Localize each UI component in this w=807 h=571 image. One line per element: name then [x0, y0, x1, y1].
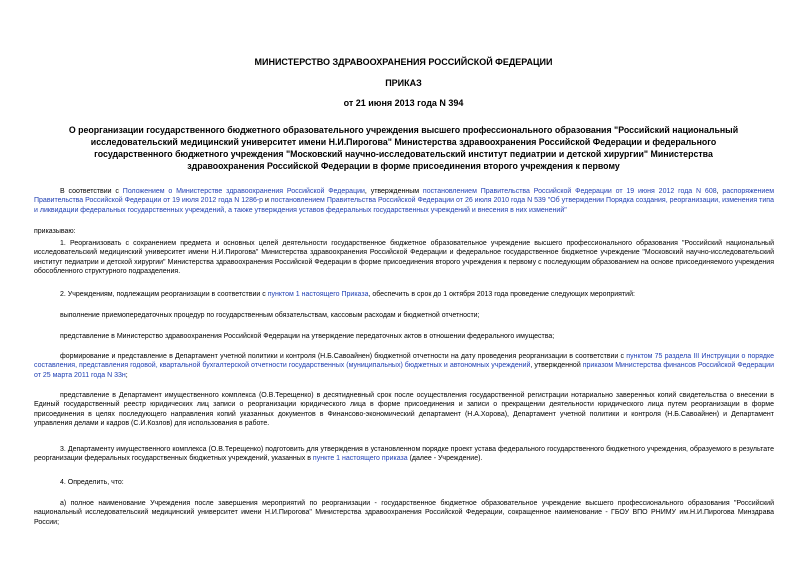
bullet-text: формирование и представление в Департамент учетной политики и контроля (Н.Б.Савоайнен) бюджетной отчетности на дату проведения реорганизации в соответствии с — [60, 353, 627, 360]
item-3-text: (далее - Учреждение). — [407, 455, 483, 463]
document-date-number: от 21 июня 2013 года N 394 — [343, 98, 464, 108]
order-word: приказываю: — [34, 228, 76, 235]
bullet-paragraph-reporting — [34, 352, 774, 380]
preamble-text: , — [716, 188, 723, 195]
item-3-text: 3. Департаменту имущественного комплекса (О.В.Терещенко) подготовить для утверждения в установленном порядке проект устава федерального государственного бюджетного учреждения, образуемого в результате реорганизации федеральных государственных бюджетных учреждений, указанных в — [34, 446, 774, 463]
bullet-paragraph: представление в Министерство здравоохранения Российской Федерации на утверждение передаточных актов в отношении федерального имущества; — [60, 333, 555, 340]
item-2-paragraph — [34, 290, 774, 299]
link-instruction-item-75[interactable]: пунктом 75 раздела III Инструкции о порядке составления, представления годовой, квартальной бухгалтерской отчетности государственных (муниципальных) бюджетных и автономных учреждений — [34, 353, 774, 370]
item-4-paragraph: 4. Определить, что: — [60, 479, 124, 486]
item-2-text: , обеспечить в срок до 1 октября 2013 года проведение следующих мероприятий: — [368, 291, 635, 298]
preamble-paragraph — [34, 187, 774, 215]
item-4a-paragraph: а) полное наименование Учреждения после завершения мероприятий по реорганизации - государственное бюджетное образовательное учреждение высшего профессионального образования "Российский национальный исследовательский медицинский университет имени Н.И.Пирогова" Министерства здравоохранения Российской Федерации, сокращенное наименование - ГБОУ ВПО РНИМУ им.Н.И.Пирогова Минздрава России; — [34, 500, 774, 526]
link-minfin-order-33n[interactable]: приказом Министерства финансов Российской Федерации от 25 марта 2011 года N 33н — [34, 362, 774, 379]
document-type: ПРИКАЗ — [385, 78, 422, 88]
item-2-text: 2. Учреждениям, подлежащим реорганизации в соответствии с — [60, 291, 268, 298]
link-ministry-regulation[interactable]: Положением о Министерстве здравоохранения Российской Федерации — [122, 188, 365, 195]
preamble-text: В соответствии с — [60, 188, 123, 195]
bullet-paragraph-registration: представление в Департамент имущественного комплекса (О.В.Терещенко) в десятидневный срок после осуществления государственной регистрации нотариально заверенных копий свидетельства о внесении в Единый государственный реестр юридических лиц записи о реорганизации юридического лица в форме присоединения и записи о прекращении деятельности юридического лица путем реорганизации в форме присоединения в целях последующего направления копий указанных документов в Финансово-экономический департамент (Н.А.Хорова), Департамент учетной политики и контроля (Н.Б.Савоайнен) и Департамент управления делами и кадров (С.И.Козлов) для использования в работе. — [34, 392, 774, 428]
link-item-1[interactable]: пунктом 1 настоящего Приказа — [267, 291, 369, 298]
preamble-text: и — [263, 197, 271, 205]
item-1-paragraph: 1. Реорганизовать с сохранением предмета и основных целей деятельности государственное бюджетное образовательное учреждение высшего профессионального образования "Российский национальный исследовательский медицинский университет имени Н.И.Пирогова" Министерства здравоохранения Российской Федерации и федеральное государственное бюджетное учреждение "Московский научно-исследовательский институт педиатрии и детской хирургии" Министерства здравоохранения Российской Федерации в форме присоединения второго учреждения к первому с последующим образованием на основе присоединяемого учреждения обособленного структурного подразделения. — [34, 240, 774, 276]
bullet-paragraph: выполнение приемопередаточных процедур по государственным обязательствам, кассовым расходам и бюджетной отчетности; — [60, 312, 480, 319]
link-item-1-order[interactable]: пункте 1 настоящего приказа — [312, 455, 408, 463]
link-government-order-1286[interactable]: распоряжением Правительства Российской Федерации от 19 июля 2012 года N 1286-р — [34, 188, 775, 205]
item-3-paragraph — [34, 445, 774, 464]
ministry-heading: МИНИСТЕРСТВО ЗДРАВООХРАНЕНИЯ РОССИЙСКОЙ ФЕДЕРАЦИИ — [254, 57, 553, 67]
bullet-text: , утвержденной — [530, 362, 583, 370]
preamble-text: , утвержденным — [364, 188, 423, 195]
bullet-text: ; — [125, 371, 128, 379]
link-government-resolution-608[interactable]: постановлением Правительства Российской Федерации от 19 июня 2012 года N 608 — [422, 188, 717, 195]
link-government-resolution-539[interactable]: постановлением Правительства Российской Федерации от 26 июля 2010 года N 539 "Об утверждении Порядка создания, реорганизации, изменения типа и ликвидации федеральных государственных учреждений, а также утверждения уставов федеральных государственных учреждений и внесения в них изменений" — [34, 197, 774, 214]
document-title: О реорганизации государственного бюджетного образовательного учреждения высшего профессионального образования "Российский национальный исследовательский медицинский университет имени Н.И.Пирогова" Министерства здравоохранения Российской Федерации и федерального государственного бюджетного учреждения "Московский научно-исследовательский институт педиатрии и детской хирургии" Министерства здравоохранения Российской Федерации в форме присоединения второго учреждения к первому — [68, 125, 739, 171]
